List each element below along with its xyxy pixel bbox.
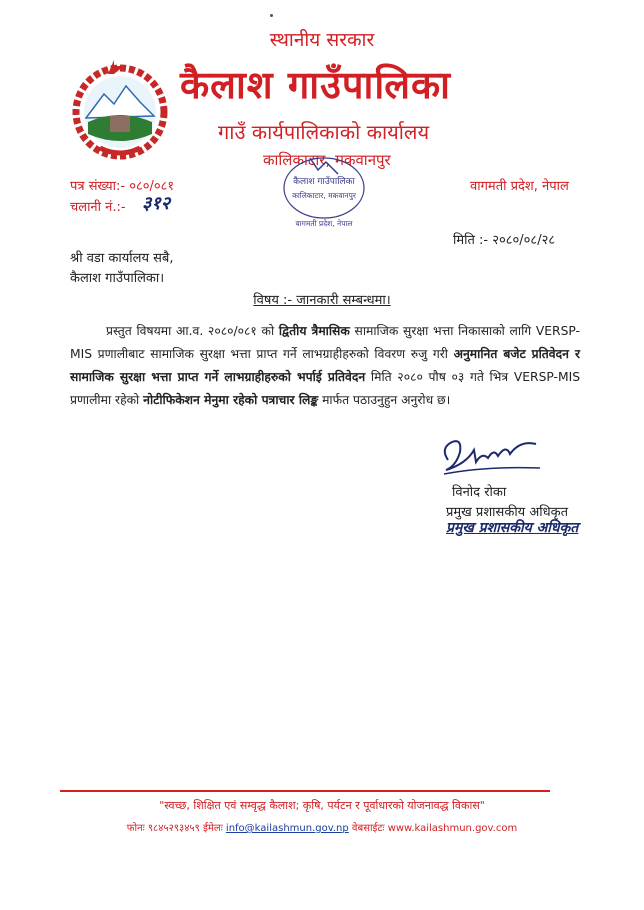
office-address: कालिकाटार, मकवानपुर <box>263 151 391 169</box>
recipient-line-2: कैलाश गाउँपालिका। <box>70 271 165 286</box>
footer-website[interactable]: www.kailashmun.gov.com <box>387 823 518 834</box>
province-label: वागमती प्रदेश, नेपाल <box>470 179 569 194</box>
footer-slogan: "स्वच्छ, शिक्षित एवं सम्वृद्ध कैलाश; कृषि, पर्यटन र पूर्वाधारको योजनावद्ध विकास" <box>159 799 485 812</box>
footer-divider <box>60 790 550 792</box>
handwritten-signature <box>436 430 546 478</box>
signatory-title-handwritten: प्रमुख प्रशासकीय अधिकृत <box>446 520 579 536</box>
footer-email-label: ईमेलः <box>203 823 223 834</box>
office-heading: गाउँ कार्यपालिकाको कार्यालय <box>218 120 430 144</box>
stamp-line-2: कालिकाटार, मकवानपुर <box>292 191 356 200</box>
stray-mark <box>270 14 273 17</box>
footer-website-label: वेबसाईटः <box>351 823 385 834</box>
footer-email-link[interactable]: info@kailashmun.gov.np <box>225 823 349 834</box>
official-stamp <box>280 154 368 230</box>
body-part-1: प्रस्तुत विषयमा आ.व. २०८०/०८१ को <box>106 324 279 338</box>
footer-phone: फोनः ९८४५२९३४५९ <box>126 823 200 834</box>
body-bold-report: अनुमानित बजेट प्रतिवेदन र सामाजिक सुरक्षा भत्ता प्राप्त गर्ने लाभग्राहीहरुको भर्पाई प्रतिवेदन <box>70 347 580 384</box>
footer-contact <box>0 820 644 834</box>
subject-text: विषय :- जानकारी सम्बन्धमा। <box>253 293 391 308</box>
stamp-line-1: कैलाश गाउँपालिका <box>293 177 355 187</box>
body-bold-link: नोटीफिकेशन मेनुमा रहेको पत्राचार लिङ्क <box>143 393 319 407</box>
letter-body <box>70 320 580 412</box>
body-part-7: मार्फत पठाउनुहुन अनुरोध छ। <box>318 393 451 407</box>
signatory-title: प्रमुख प्रशासकीय अधिकृत <box>446 505 569 520</box>
municipality-title: कैलाश गाउँपालिका <box>180 62 451 107</box>
body-bold-quarter: द्वितीय त्रैमासिक <box>278 324 350 338</box>
letter-date: मिति :- २०८०/०८/२८ <box>453 233 556 248</box>
stamp-line-3: वागमती प्रदेश, नेपाल <box>295 219 353 228</box>
dispatch-number-label: चलानी नं.:- <box>70 200 126 215</box>
signatory-name: विनोद रोका <box>452 485 507 500</box>
local-govt-heading: स्थानीय सरकार <box>269 29 375 51</box>
body-part-5: मिति २०८० पौष ०३ गते भित्र VERSP-MIS प्रणालीमा रहेको <box>70 370 580 407</box>
reference-number: पत्र संख्या:- ०८०/०८१ <box>70 179 175 194</box>
subject-line <box>0 290 644 308</box>
dispatch-number-handwritten: ३१२ <box>142 193 171 214</box>
nepal-emblem-icon <box>70 56 170 164</box>
recipient-line-1: श्री वडा कार्यालय सबै, <box>70 251 174 266</box>
body-part-3: सामाजिक सुरक्षा भत्ता निकासाको लागि VERSP-MIS प्रणालीबाट सामाजिक सुरक्षा भत्ता प्राप्त गर्ने लाभग्राहीहरुको विवरण रुजु गरी <box>70 324 580 361</box>
